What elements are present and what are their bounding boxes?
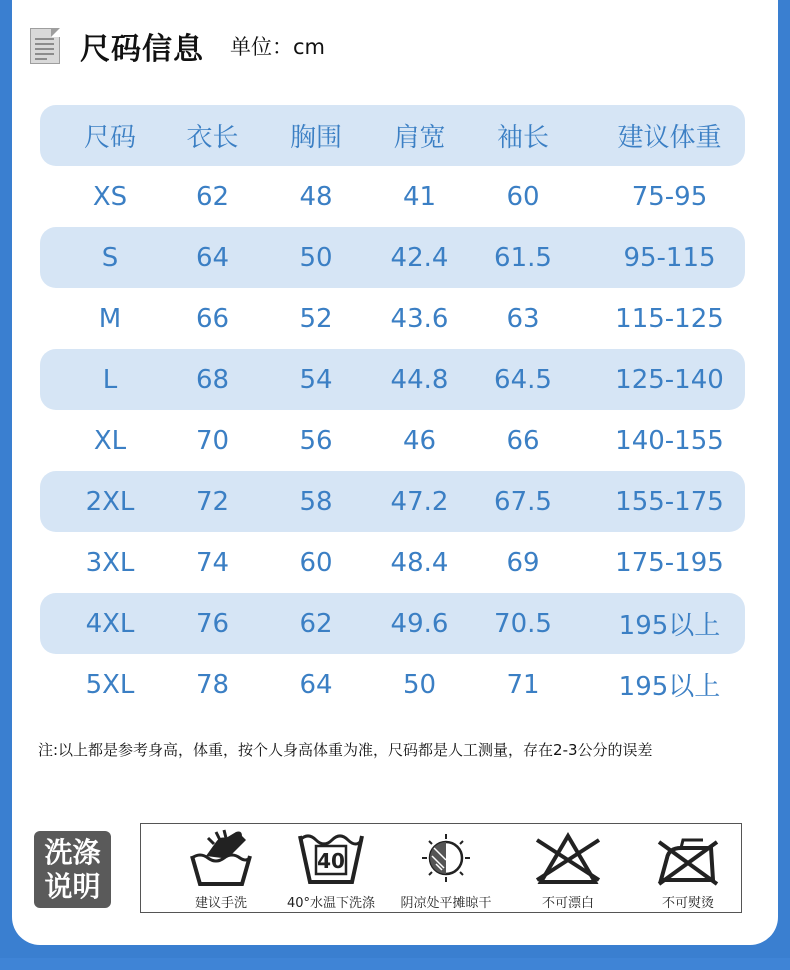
care-item-wash-40: [271, 824, 391, 912]
table-cell: 60: [299, 547, 333, 578]
table-cell: XL: [93, 425, 127, 456]
table-cell: 41: [402, 181, 437, 212]
table-cell: 74: [195, 547, 230, 578]
table-cell: 46: [402, 425, 437, 456]
column-header: 肩宽: [393, 123, 446, 153]
care-item-hand-wash: [161, 824, 281, 912]
care-item-no-iron: [628, 824, 748, 912]
table-cell: 71: [506, 669, 540, 700]
table-cell: 68: [195, 364, 230, 395]
table-cell: 2XL: [85, 486, 135, 517]
care-item-shade-dry: [386, 824, 506, 912]
table-cell: 44.8: [390, 364, 449, 395]
column-header: 尺码: [83, 123, 136, 153]
bottom-strip: [0, 958, 790, 970]
shade-dry-icon: [411, 828, 481, 890]
table-cell: 195以上: [618, 611, 721, 641]
table-cell: 69: [506, 547, 540, 578]
table-cell: 50: [402, 669, 437, 700]
care-item-no-bleach: [508, 824, 628, 912]
table-cell: 58: [299, 486, 333, 517]
column-header: 建议体重: [617, 123, 722, 153]
care-label: 40°水温下洗涤: [286, 896, 376, 911]
table-cell: S: [101, 242, 119, 273]
table-cell: 140-155: [615, 425, 724, 456]
table-cell: 4XL: [85, 608, 135, 639]
table-cell: 62: [299, 608, 333, 639]
table-cell: 125-140: [615, 364, 724, 395]
table-cell: 60: [506, 181, 540, 212]
care-symbols-box: [140, 823, 742, 913]
badge-line: 说明: [44, 869, 101, 903]
table-cell: 70: [195, 425, 230, 456]
wash-temp: 40: [317, 849, 345, 873]
size-table: [40, 105, 745, 715]
care-label: 不可漂白: [541, 896, 594, 911]
table-cell: 5XL: [85, 669, 135, 700]
no-bleach-icon: [533, 828, 603, 890]
table-cell: 47.2: [390, 486, 449, 517]
table-cell: 64.5: [494, 364, 552, 395]
table-cell: 42.4: [390, 242, 449, 273]
table-cell: 75-95: [631, 181, 708, 212]
table-cell: 48: [299, 181, 333, 212]
column-header: 衣长: [186, 123, 239, 153]
table-cell: 50: [299, 242, 333, 273]
column-header: 胸围: [289, 123, 342, 153]
wash-40-icon: [296, 828, 366, 890]
table-row: [40, 166, 745, 227]
table-row: [40, 227, 745, 288]
table-row: [40, 410, 745, 471]
table-cell: 66: [195, 303, 230, 334]
table-row: [40, 349, 745, 410]
table-cell: 61.5: [494, 242, 552, 273]
measurement-note: 注:以上都是参考身高，体重，按个人身高体重为准，尺码都是人工测量，存在2-3公分的误差: [38, 741, 653, 759]
no-iron-icon: [653, 828, 723, 890]
table-cell: 62: [195, 181, 230, 212]
table-cell: L: [102, 364, 118, 395]
table-cell: 76: [195, 608, 230, 639]
table-header-row: [40, 105, 745, 166]
table-cell: 63: [506, 303, 540, 334]
table-row: [40, 288, 745, 349]
table-cell: 72: [195, 486, 230, 517]
table-row: [40, 654, 745, 715]
table-cell: 64: [195, 242, 230, 273]
page-title: 尺码信息: [80, 32, 204, 67]
table-cell: 195以上: [618, 672, 721, 702]
header: [30, 24, 325, 68]
hand-wash-icon: [186, 828, 256, 890]
table-cell: 155-175: [615, 486, 724, 517]
table-cell: XS: [92, 181, 128, 212]
document-icon: [30, 28, 60, 64]
table-cell: 175-195: [615, 547, 724, 578]
table-cell: 95-115: [623, 242, 716, 273]
table-row: [40, 593, 745, 654]
care-label: 阴凉处平摊晾干: [400, 896, 492, 911]
column-header: 袖长: [496, 123, 549, 153]
table-cell: 64: [299, 669, 333, 700]
table-row: [40, 532, 745, 593]
care-label: 不可熨烫: [661, 896, 714, 911]
table-cell: 52: [299, 303, 333, 334]
table-cell: M: [98, 303, 122, 334]
table-row: [40, 471, 745, 532]
table-cell: 49.6: [390, 608, 449, 639]
table-cell: 67.5: [494, 486, 552, 517]
unit-label: 单位：cm: [230, 35, 326, 59]
table-cell: 78: [195, 669, 230, 700]
care-label: 建议手洗: [194, 896, 247, 911]
badge-line: 洗涤: [44, 835, 101, 869]
table-cell: 66: [506, 425, 540, 456]
wash-instructions-badge: [34, 831, 111, 908]
table-cell: 48.4: [390, 547, 449, 578]
table-cell: 70.5: [494, 608, 552, 639]
table-cell: 3XL: [85, 547, 135, 578]
table-cell: 115-125: [615, 303, 724, 334]
table-cell: 54: [299, 364, 333, 395]
table-cell: 43.6: [390, 303, 449, 334]
table-cell: 56: [299, 425, 333, 456]
